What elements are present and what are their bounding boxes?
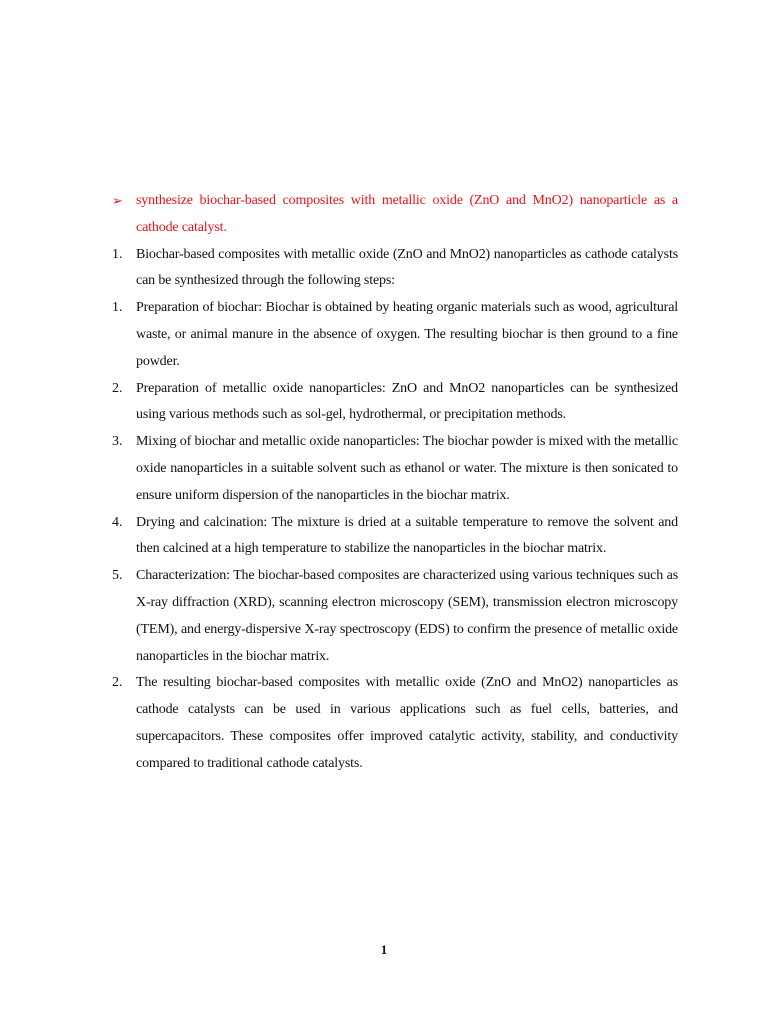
- list-item-number: 3.: [112, 434, 123, 450]
- list-item-text: Preparation of biochar: Biochar is obtained by heating organic materials such as wood, agricultural waste, or animal manure in the absence of oxygen. The resulting biochar is then ground to a fine powder.: [136, 300, 678, 369]
- list-item: [112, 510, 678, 564]
- section-heading-text: synthesize biochar-based composites with metallic oxide (ZnO and MnO2) nanoparticle as a cathode catalyst.: [136, 193, 678, 235]
- section-heading: [112, 188, 678, 242]
- list-item-text: Preparation of metallic oxide nanoparticles: ZnO and MnO2 nanoparticles can be synthesized using various methods such as sol-gel, hydrothermal, or precipitation methods.: [136, 380, 678, 423]
- page-number: 1: [380, 942, 388, 957]
- list-item: [112, 376, 678, 430]
- list-item-number: 2.: [112, 380, 123, 396]
- list-item-text: Characterization: The biochar-based composites are characterized using various techniques such as X-ray diffraction (XRD), scanning electron microscopy (SEM), transmission electron microscopy (TEM), and energy-dispersive X-ray spectroscopy (EDS) to confirm the presence of metallic oxide nanoparticles in the biochar matrix.: [136, 568, 678, 664]
- arrow-bullet-icon: ➢: [112, 193, 123, 208]
- list-item: [112, 563, 678, 670]
- list-item-number: 5.: [112, 568, 123, 584]
- list-item-number: 2.: [112, 675, 123, 691]
- list-item-number: 1.: [112, 300, 123, 316]
- list-item: [112, 295, 678, 375]
- document-body: [112, 188, 678, 778]
- list-item: [112, 670, 678, 777]
- list-item: [112, 242, 678, 296]
- list-item-text: Mixing of biochar and metallic oxide nanoparticles: The biochar powder is mixed with the metallic oxide nanoparticles in a suitable solvent such as ethanol or water. The mixture is then sonicated to ensure uniform dispersion of the nanoparticles in the biochar matrix.: [136, 434, 678, 503]
- list-item: [112, 429, 678, 509]
- list-item-text: The resulting biochar-based composites with metallic oxide (ZnO and MnO2) nanoparticles as cathode catalysts can be used in various applications such as fuel cells, batteries, and supercapacitors. These composites offer improved catalytic activity, stability, and conductivity compared to traditional cathode catalysts.: [136, 675, 678, 771]
- list-item-number: 4.: [112, 514, 123, 530]
- list-item-number: 1.: [112, 246, 123, 262]
- list-item-text: Drying and calcination: The mixture is dried at a suitable temperature to remove the solvent and then calcined at a high temperature to stabilize the nanoparticles in the biochar matrix.: [136, 514, 678, 557]
- list-item-text: Biochar-based composites with metallic oxide (ZnO and MnO2) nanoparticles as cathode catalysts can be synthesized through the following steps:: [136, 246, 678, 289]
